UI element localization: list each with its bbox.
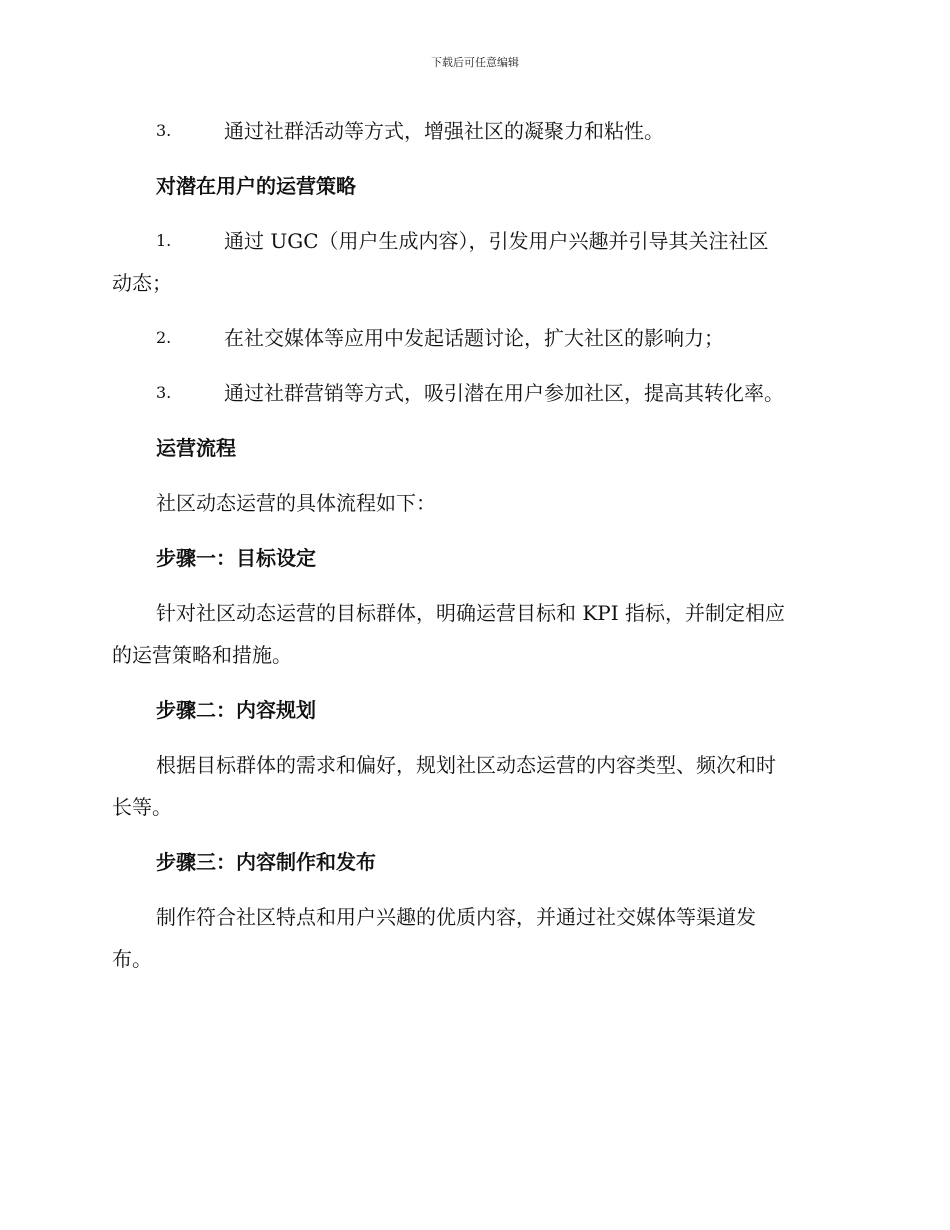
paragraph-line: 针对社区动态运营的目标群体，明确运营目标和 KPI 指标，并制定相应 xyxy=(156,601,786,625)
list-number: 3. xyxy=(156,383,172,402)
list-text-continued: 动态； xyxy=(112,271,172,295)
paragraph-line: 根据目标群体的需求和偏好，规划社区动态运营的内容类型、频次和时 xyxy=(156,753,776,777)
step-heading: 步骤一：目标设定 xyxy=(156,546,316,570)
paragraph-line: 长等。 xyxy=(112,795,172,819)
section-heading: 运营流程 xyxy=(156,436,236,460)
list-item xyxy=(112,220,832,262)
list-text: 通过社群活动等方式，增强社区的凝聚力和粘性。 xyxy=(224,119,664,143)
paragraph-line: 的运营策略和措施。 xyxy=(112,643,292,667)
list-item xyxy=(112,110,832,152)
step-heading: 步骤二：内容规划 xyxy=(156,698,316,722)
step-heading: 步骤三：内容制作和发布 xyxy=(156,850,376,874)
section-heading: 对潜在用户的运营策略 xyxy=(156,174,356,198)
list-number: 2. xyxy=(156,328,172,347)
page-header: 下载后可任意编辑 xyxy=(431,56,519,69)
list-number: 1. xyxy=(156,231,172,250)
list-item xyxy=(112,317,832,359)
list-item xyxy=(112,372,832,414)
list-text: 通过社群营销等方式，吸引潜在用户参加社区，提高其转化率。 xyxy=(224,381,784,405)
paragraph: 社区动态运营的具体流程如下： xyxy=(156,491,436,515)
paragraph-line: 布。 xyxy=(112,947,152,971)
list-text: 通过 UGC（用户生成内容），引发用户兴趣并引导其关注社区 xyxy=(224,229,769,253)
paragraph-line: 制作符合社区特点和用户兴趣的优质内容，并通过社交媒体等渠道发 xyxy=(156,905,756,929)
document-body xyxy=(112,110,832,980)
list-number: 3. xyxy=(156,121,172,140)
list-text: 在社交媒体等应用中发起话题讨论，扩大社区的影响力； xyxy=(224,326,724,350)
